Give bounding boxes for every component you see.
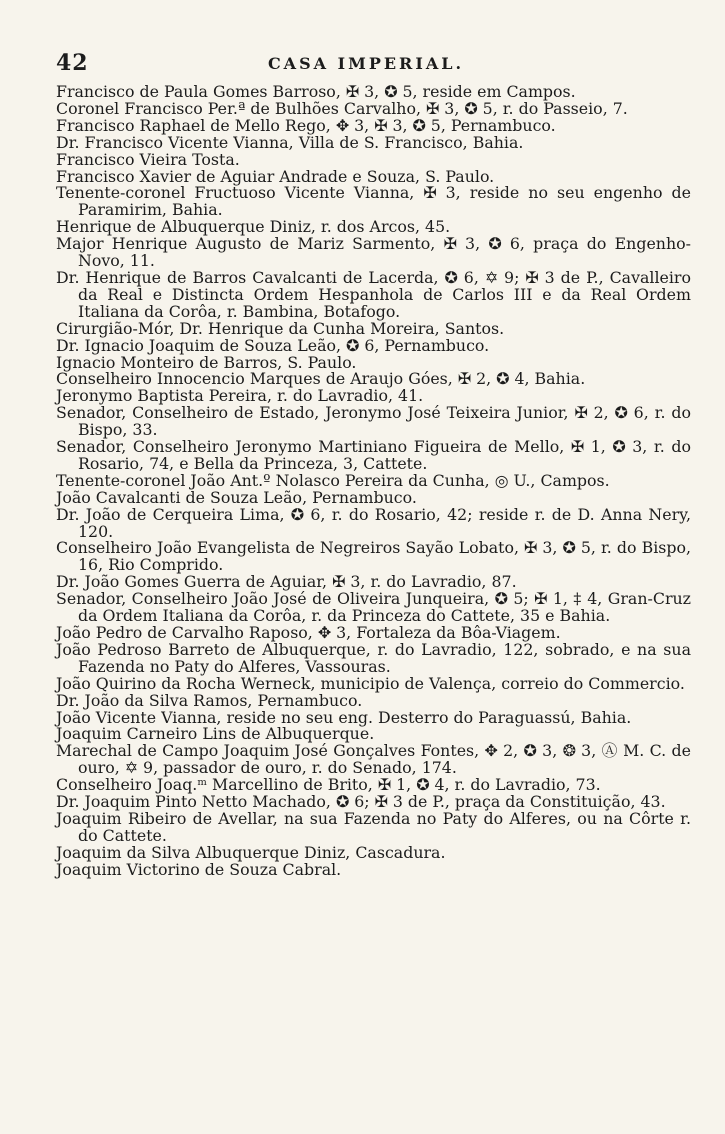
directory-entry: Dr. João de Cerqueira Lima, ✪ 6, r. do Rosario, 42; reside r. de D. Anna Nery, 120.	[56, 504, 691, 541]
directory-entry: Joaquim da Silva Albuquerque Diniz, Cascadura.	[56, 842, 446, 862]
directory-entry: João Vicente Vianna, reside no seu eng. Desterro do Paraguassú, Bahia.	[56, 707, 632, 727]
directory-entry: Joaquim Carneiro Lins de Albuquerque.	[56, 724, 375, 744]
directory-entry: Conselheiro Joaq.ᵐ Marcellino de Brito, ✠ 1, ✪ 4, r. do Lavradio, 73.	[56, 775, 601, 795]
directory-entry: Francisco Raphael de Mello Rego, ✥ 3, ✠ 3, ✪ 5, Pernambuco.	[56, 115, 556, 135]
directory-entry: João Quirino da Rocha Werneck, municipio de Valença, correio do Commercio.	[56, 673, 685, 693]
directory-entry: João Pedroso Barreto de Albuquerque, r. do Lavradio, 122, sobrado, e na sua Fazenda no Paty do Alferes, Vassouras.	[56, 639, 691, 676]
directory-entry: Cirurgião-Mór, Dr. Henrique da Cunha Moreira, Santos.	[56, 318, 505, 338]
directory-entry: Henrique de Albuquerque Diniz, r. dos Arcos, 45.	[56, 217, 451, 237]
directory-entry: João Pedro de Carvalho Raposo, ✥ 3, Fortaleza da Bôa-Viagem.	[56, 623, 561, 642]
directory-entry: Marechal de Campo Joaquim José Gonçalves Fontes, ✥ 2, ✪ 3, ❂ 3, Ⓐ M. C. de ouro, ✡ 9, passador de ouro, r. do Senado, 174.	[56, 741, 691, 778]
directory-entry: Joaquim Victorino de Souza Cabral.	[56, 859, 342, 879]
directory-entry: Senador, Conselheiro de Estado, Jeronymo José Teixeira Junior, ✠ 2, ✪ 6, r. do Bispo, 33.	[56, 403, 691, 440]
directory-entry: Dr. Francisco Vicente Vianna, Villa de S. Francisco, Bahia.	[56, 132, 524, 152]
directory-entry: Major Henrique Augusto de Mariz Sarmento, ✠ 3, ✪ 6, praça do Engenho-Novo, 11.	[56, 234, 691, 271]
page-number: 42	[56, 50, 89, 76]
directory-entry: Dr. Henrique de Barros Cavalcanti de Lacerda, ✪ 6, ✡ 9; ✠ 3 de P., Cavalleiro da Real e Distincta Ordem Hespanhola de Carlos III e da Real Ordem Italiana da Corôa, r. Bambina, Botafogo.	[56, 267, 691, 321]
entry-list	[56, 84, 691, 879]
directory-entry: Francisco Vieira Tosta.	[56, 149, 240, 169]
directory-entry: Tenente-coronel João Ant.º Nolasco Pereira da Cunha, ◎ U., Campos.	[56, 470, 610, 490]
directory-entry: Ignacio Monteiro de Barros, S. Paulo.	[56, 352, 357, 372]
directory-entry: João Cavalcanti de Souza Leão, Pernambuco.	[56, 487, 417, 507]
directory-entry: Francisco Xavier de Aguiar Andrade e Souza, S. Paulo.	[56, 166, 495, 186]
directory-entry: Jeronymo Baptista Pereira, r. do Lavradio, 41.	[56, 386, 424, 406]
running-title: CASA IMPERIAL.	[267, 54, 465, 73]
page-header	[56, 50, 676, 80]
directory-entry: Senador, Conselheiro Jeronymo Martiniano Figueira de Mello, ✠ 1, ✪ 3, r. do Rosario, 74, e Bella da Princeza, 3, Cattete.	[56, 437, 691, 473]
directory-entry: Tenente-coronel Fructuoso Vicente Vianna, ✠ 3, reside no seu engenho de Paramirim, Bahia.	[56, 183, 691, 220]
directory-entry: Dr. Ignacio Joaquim de Souza Leão, ✪ 6, Pernambuco.	[56, 335, 490, 355]
directory-entry: Conselheiro Innocencio Marques de Araujo Góes, ✠ 2, ✪ 4, Bahia.	[56, 369, 586, 389]
directory-entry: Conselheiro João Evangelista de Negreiros Sayão Lobato, ✠ 3, ✪ 5, r. do Bispo, 16, Rio Comprido.	[56, 538, 691, 575]
directory-entry: Dr. Joaquim Pinto Netto Machado, ✪ 6; ✠ 3 de P., praça da Constituição, 43.	[56, 792, 666, 812]
directory-entry: Dr. João da Silva Ramos, Pernambuco.	[56, 690, 363, 710]
directory-entry: Coronel Francisco Per.ª de Bulhões Carvalho, ✠ 3, ✪ 5, r. do Passeio, 7.	[56, 98, 628, 118]
directory-entry: Senador, Conselheiro João José de Oliveira Junqueira, ✪ 5; ✠ 1, ‡ 4, Gran-Cruz da Ordem Italiana da Corôa, r. da Princeza do Cattete, 35 e Bahia.	[56, 589, 691, 626]
directory-entry: Dr. João Gomes Guerra de Aguiar, ✠ 3, r. do Lavradio, 87.	[56, 572, 517, 592]
directory-entry: Joaquim Ribeiro de Avellar, na sua Fazenda no Paty do Alferes, ou na Côrte r. do Cattete.	[56, 808, 691, 845]
directory-entry: Francisco de Paula Gomes Barroso, ✠ 3, ✪ 5, reside em Campos.	[56, 82, 576, 101]
